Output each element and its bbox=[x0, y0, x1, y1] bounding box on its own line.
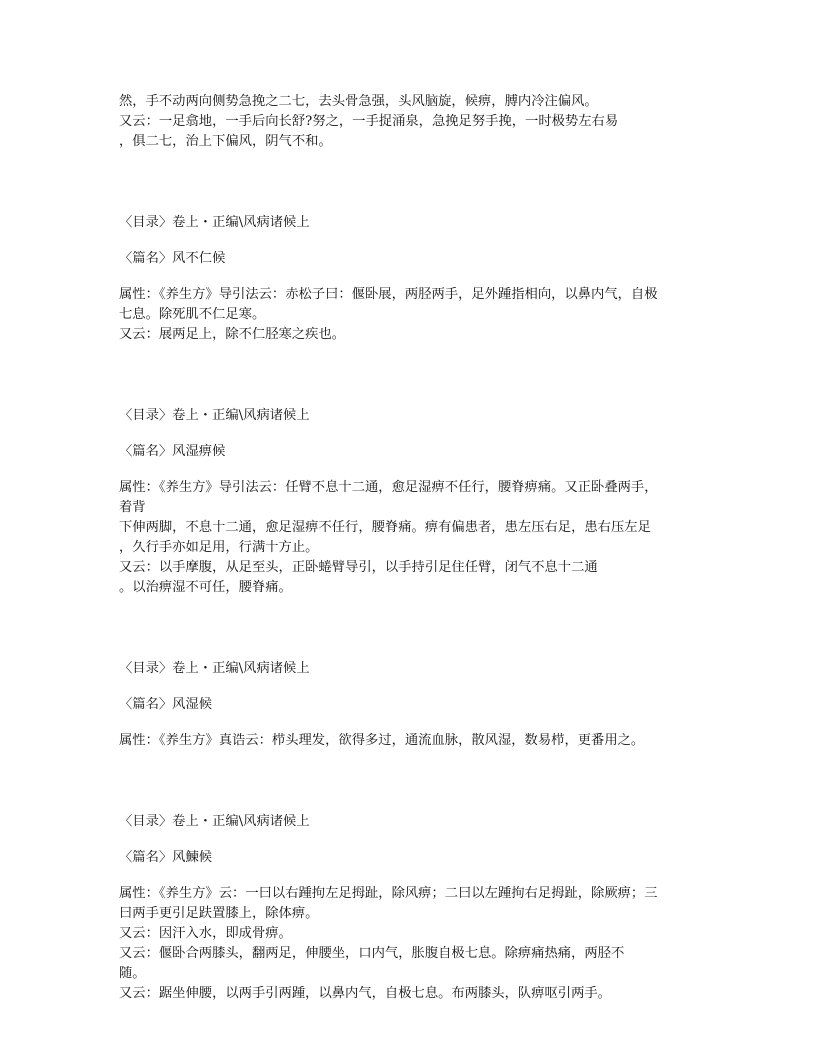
entry-body-line: 又云：因汗入水，即成骨痹。 bbox=[119, 926, 292, 941]
entry-body-line: 下伸两脚，不息十二通，愈足湿痹不任行，腰脊痛。痹有偏患者，患左压右足，患右压左足 bbox=[119, 520, 651, 535]
entry-body-line: 属性：《养生方》导引法云：任臂不息十二通，愈足湿痹不任行，腰脊痹痛。又正卧叠两手， bbox=[119, 480, 658, 495]
intro-line: 然，手不动两向侧势急挽之二七，去头骨急强，头风脑旋，候痹，膊内冷注偏风。 bbox=[119, 94, 598, 109]
entry-title: 〈篇名〉风湿候 bbox=[119, 697, 213, 712]
catalog-heading: 〈目录〉卷上・正编\风病诸候上 bbox=[119, 814, 310, 829]
entry-title: 〈篇名〉风鰊候 bbox=[119, 850, 213, 865]
entry-body-line: 着背 bbox=[119, 500, 146, 515]
entry-body-line: 随。 bbox=[119, 966, 146, 981]
entry-title: 〈篇名〉风不仁候 bbox=[119, 251, 226, 266]
entry-body-line: 曰两手更引足趺置膝上，除体痹。 bbox=[119, 906, 319, 921]
entry-section bbox=[119, 406, 699, 598]
intro-line: 又云：一足翕地，一手后向长舒?努之，一手捉涌泉，急挽足努手挽，一时极势左右易 bbox=[119, 114, 619, 129]
document-page bbox=[119, 92, 699, 1004]
entry-body-line: 属性：《养生方》云：一曰以右踵拘左足拇趾，除风痹；二曰以左踵拘右足拇趾，除厥痹；三 bbox=[119, 886, 658, 901]
entry-section bbox=[119, 659, 699, 751]
entry-body-line: 。以治痹湿不可任，腰脊痛。 bbox=[119, 580, 292, 595]
catalog-heading: 〈目录〉卷上・正编\风病诸候上 bbox=[119, 408, 310, 423]
entry-section bbox=[119, 812, 699, 1004]
catalog-heading: 〈目录〉卷上・正编\风病诸候上 bbox=[119, 661, 310, 676]
entry-body-line: 又云：以手摩腹，从足至头，正卧蜷臂导引，以手持引足住任臂，闭气不息十二通 bbox=[119, 560, 598, 575]
entry-body-line: 又云：偃卧合两膝头，翻两足，伸腰坐，口内气，胀腹自极七息。除痹痛热痛，两胫不 bbox=[119, 946, 625, 961]
catalog-heading: 〈目录〉卷上・正编\风病诸候上 bbox=[119, 215, 310, 230]
intro-line: ，俱二七，治上下偏风，阴气不和。 bbox=[119, 134, 332, 149]
entry-body-line: ，久行手亦如足用，行满十方止。 bbox=[119, 540, 319, 555]
entry-body-line: 七息。除死肌不仁足寒。 bbox=[119, 307, 266, 322]
entry-section bbox=[119, 213, 699, 345]
entry-title: 〈篇名〉风湿痹候 bbox=[119, 444, 226, 459]
entry-body-line: 又云：展两足上，除不仁胫寒之疾也。 bbox=[119, 327, 346, 342]
entry-body-line: 属性：《养生方》导引法云：赤松子曰：偃卧展，两胫两手，足外踵指相向，以鼻内气，自极 bbox=[119, 287, 658, 302]
intro-block bbox=[119, 92, 699, 152]
entry-body-line: 又云：踞坐伸腰，以两手引两踵，以鼻内气，自极七息。布两膝头，队痹呕引两手。 bbox=[119, 986, 611, 1001]
entry-body-line: 属性：《养生方》真诰云：栉头理发，欲得多过，通流血脉，散风湿，数易栉，更番用之。 bbox=[119, 733, 645, 748]
